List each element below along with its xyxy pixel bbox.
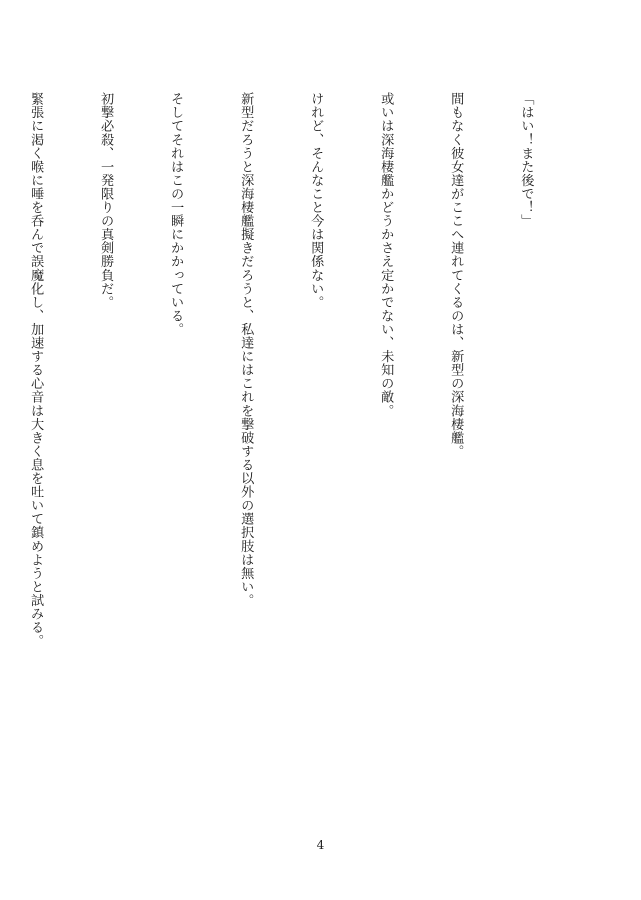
text-line: けれど、そんなこと今は関係ない。	[308, 92, 324, 309]
page-number: 4	[316, 838, 325, 852]
text-line: 初撃必殺、一発限りの真剣勝負だ。	[98, 92, 114, 309]
text-line: 新型だろうと深海棲艦擬きだろうと、私達にはこれを撃破する以外の選択肢は無い。	[238, 92, 254, 607]
text-line: 間もなく彼女達がここへ連れてくるのは、新型の深海棲艦。	[448, 92, 464, 458]
text-line: 或いは深海棲艦かどうかさえ定かでない、未知の敵。	[378, 92, 394, 418]
text-line: そしてそれはこの一瞬にかかっている。	[168, 92, 184, 336]
vertical-text-body	[0, 92, 584, 812]
text-line: 緊張に渇く喉に唾を呑んで誤魔化し、加速する心音は大きく息を吐いて鎮めようと試みる。	[28, 92, 44, 648]
text-line: 「はい！また後で！」	[518, 92, 534, 228]
